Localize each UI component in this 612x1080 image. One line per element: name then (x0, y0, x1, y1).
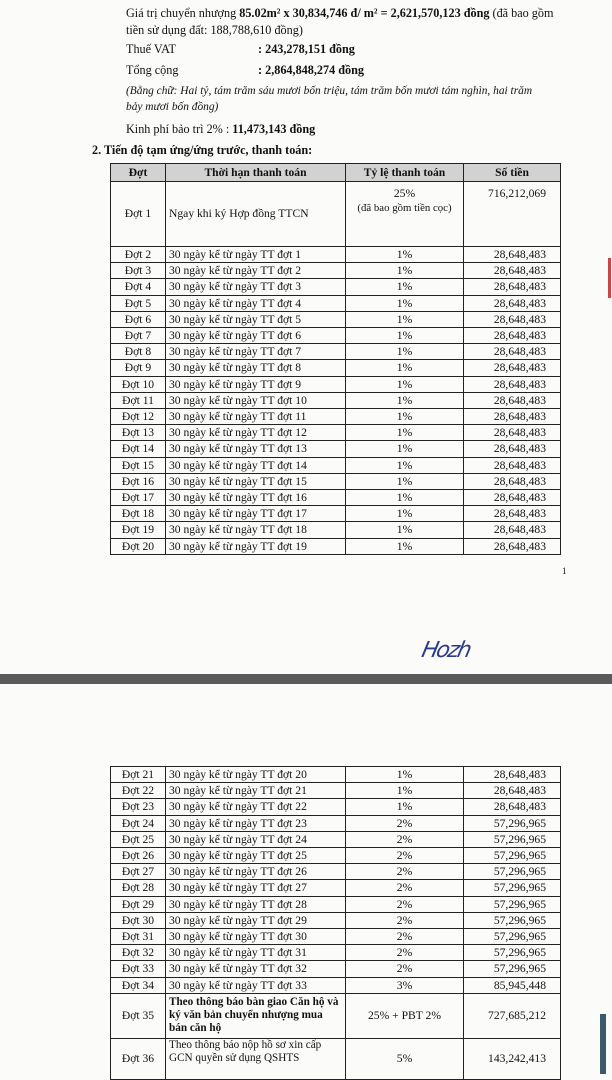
cell-rate: 1% (346, 767, 464, 783)
cell-rate: 1% (346, 409, 464, 425)
cell-rate: 2% (346, 864, 464, 880)
payment-schedule-table (110, 163, 561, 555)
maintenance-fee-value: 11,473,143 đồng (232, 122, 316, 136)
transfer-value-line (126, 6, 553, 20)
header-amount: Số tiền (464, 164, 561, 182)
cell-term: 30 ngày kể từ ngày TT đợt 21 (166, 783, 346, 799)
table-row (111, 328, 561, 344)
cell-term: 30 ngày kể từ ngày TT đợt 16 (166, 490, 346, 506)
cell-installment: Đợt 14 (111, 441, 166, 457)
cell-installment: Đợt 22 (111, 783, 166, 799)
amount-in-words-line-2: bảy mươi bốn đồng) (126, 101, 219, 113)
cell-installment: Đợt 34 (111, 977, 166, 993)
cell-amount: 28,648,483 (464, 311, 561, 327)
cell-installment: Đợt 1 (111, 182, 166, 247)
cell-amount: 28,648,483 (464, 376, 561, 392)
cell-installment: Đợt 4 (111, 279, 166, 295)
cell-installment: Đợt 20 (111, 538, 166, 554)
cell-installment: Đợt 7 (111, 328, 166, 344)
cell-rate: 1% (346, 311, 464, 327)
cell-rate: 2% (346, 945, 464, 961)
cell-rate: 1% (346, 441, 464, 457)
cell-rate: 5% (346, 1038, 464, 1079)
table-row (111, 538, 561, 554)
cell-rate: 2% (346, 880, 464, 896)
cell-amount: 28,648,483 (464, 344, 561, 360)
cell-term: 30 ngày kể từ ngày TT đợt 33 (166, 977, 346, 993)
cell-amount: 57,296,965 (464, 831, 561, 847)
cell-amount: 57,296,965 (464, 815, 561, 831)
table-row-installment-36 (111, 1038, 561, 1079)
cell-installment: Đợt 32 (111, 945, 166, 961)
cell-installment: Đợt 28 (111, 880, 166, 896)
cell-installment: Đợt 19 (111, 522, 166, 538)
cell-amount: 28,648,483 (464, 360, 561, 376)
vat-label: Thuế VAT (126, 42, 176, 56)
cell-amount: 28,648,483 (464, 441, 561, 457)
table-row (111, 376, 561, 392)
cell-installment: Đợt 21 (111, 767, 166, 783)
cell-rate-line-2: (đã bao gồm tiền cọc) (357, 202, 452, 215)
cell-term: 30 ngày kể từ ngày TT đợt 5 (166, 311, 346, 327)
cell-rate: 1% (346, 473, 464, 489)
cell-installment: Đợt 9 (111, 360, 166, 376)
cell-installment: Đợt 13 (111, 425, 166, 441)
table-row (111, 799, 561, 815)
cell-installment: Đợt 6 (111, 311, 166, 327)
cell-term: 30 ngày kể từ ngày TT đợt 9 (166, 376, 346, 392)
cell-installment: Đợt 11 (111, 392, 166, 408)
table-row (111, 457, 561, 473)
cell-installment: Đợt 25 (111, 831, 166, 847)
cell-amount: 57,296,965 (464, 848, 561, 864)
cell-installment: Đợt 5 (111, 295, 166, 311)
cell-term: 30 ngày kể từ ngày TT đợt 4 (166, 295, 346, 311)
cell-amount: 28,648,483 (464, 263, 561, 279)
cell-amount: 57,296,965 (464, 961, 561, 977)
document-page-2 (0, 684, 612, 1080)
cell-rate: 1% (346, 263, 464, 279)
cell-amount: 28,648,483 (464, 767, 561, 783)
table-row (111, 295, 561, 311)
cell-term: 30 ngày kể từ ngày TT đợt 26 (166, 864, 346, 880)
cell-term: 30 ngày kể từ ngày TT đợt 29 (166, 912, 346, 928)
cell-term: Ngay khi ký Hợp đồng TTCN (166, 182, 346, 247)
cell-term: 30 ngày kể từ ngày TT đợt 23 (166, 815, 346, 831)
page-edge-mark (608, 258, 611, 298)
cell-amount: 57,296,965 (464, 864, 561, 880)
cell-rate (346, 182, 464, 247)
cell-installment: Đợt 23 (111, 799, 166, 815)
table-row (111, 831, 561, 847)
table-row-installment-35 (111, 993, 561, 1038)
table-row (111, 522, 561, 538)
cell-amount: 57,296,965 (464, 896, 561, 912)
cell-amount: 28,648,483 (464, 457, 561, 473)
cell-rate: 1% (346, 247, 464, 263)
cell-rate: 1% (346, 376, 464, 392)
cell-installment: Đợt 24 (111, 815, 166, 831)
handwritten-initials: Hozh (419, 638, 473, 663)
table-row (111, 263, 561, 279)
cell-rate: 2% (346, 815, 464, 831)
cell-term: 30 ngày kể từ ngày TT đợt 19 (166, 538, 346, 554)
cell-term: 30 ngày kể từ ngày TT đợt 6 (166, 328, 346, 344)
cell-amount: 85,945,448 (464, 977, 561, 993)
cell-installment: Đợt 3 (111, 263, 166, 279)
cell-installment: Đợt 2 (111, 247, 166, 263)
table-row (111, 896, 561, 912)
page-edge-mark (600, 1014, 606, 1074)
cell-rate: 2% (346, 848, 464, 864)
cell-term: 30 ngày kể từ ngày TT đợt 22 (166, 799, 346, 815)
table-row (111, 473, 561, 489)
cell-term: 30 ngày kể từ ngày TT đợt 12 (166, 425, 346, 441)
cell-amount: 716,212,069 (464, 182, 561, 247)
cell-rate: 3% (346, 977, 464, 993)
header-rate: Tỷ lệ thanh toán (346, 164, 464, 182)
cell-installment: Đợt 18 (111, 506, 166, 522)
cell-installment: Đợt 27 (111, 864, 166, 880)
cell-rate: 1% (346, 506, 464, 522)
cell-term: Theo thông báo bàn giao Căn hộ và ký văn bản chuyển nhượng mua bán căn hộ (166, 993, 346, 1038)
cell-installment: Đợt 12 (111, 409, 166, 425)
cell-rate: 2% (346, 831, 464, 847)
table-row-first-installment (111, 182, 561, 247)
table-row (111, 506, 561, 522)
cell-rate: 2% (346, 929, 464, 945)
cell-installment: Đợt 16 (111, 473, 166, 489)
table-row (111, 961, 561, 977)
header-term: Thời hạn thanh toán (166, 164, 346, 182)
cell-term: 30 ngày kể từ ngày TT đợt 8 (166, 360, 346, 376)
cell-term: 30 ngày kể từ ngày TT đợt 2 (166, 263, 346, 279)
cell-amount: 28,648,483 (464, 425, 561, 441)
page-number: 1 (562, 566, 567, 576)
cell-amount: 28,648,483 (464, 247, 561, 263)
table-row (111, 848, 561, 864)
cell-rate: 25% + PBT 2% (346, 993, 464, 1038)
vat-value: : 243,278,151 đồng (258, 42, 355, 56)
cell-amount: 143,242,413 (464, 1038, 561, 1079)
header-installment: Đợt (111, 164, 166, 182)
cell-rate: 1% (346, 457, 464, 473)
cell-amount: 28,648,483 (464, 490, 561, 506)
cell-term: 30 ngày kể từ ngày TT đợt 31 (166, 945, 346, 961)
table-row (111, 425, 561, 441)
cell-rate: 1% (346, 360, 464, 376)
cell-amount: 28,648,483 (464, 328, 561, 344)
cell-amount: 57,296,965 (464, 880, 561, 896)
cell-term: 30 ngày kể từ ngày TT đợt 18 (166, 522, 346, 538)
cell-rate: 1% (346, 425, 464, 441)
cell-amount: 28,648,483 (464, 506, 561, 522)
maintenance-fee-line (126, 122, 315, 136)
table-row (111, 945, 561, 961)
land-use-fee-line: tiền sử dụng đất: 188,788,610 đồng) (126, 23, 303, 37)
cell-term: 30 ngày kể từ ngày TT đợt 15 (166, 473, 346, 489)
cell-amount: 28,648,483 (464, 783, 561, 799)
transfer-value-formula: 85.02m² x 30,834,746 đ/ m² = 2,621,570,123 đồng (239, 6, 490, 20)
cell-amount: 57,296,965 (464, 929, 561, 945)
table-row (111, 929, 561, 945)
cell-amount: 28,648,483 (464, 538, 561, 554)
cell-term: 30 ngày kể từ ngày TT đợt 28 (166, 896, 346, 912)
section-heading: 2. Tiến độ tạm ứng/ứng trước, thanh toán: (92, 143, 313, 157)
table-row (111, 279, 561, 295)
cell-rate: 1% (346, 279, 464, 295)
cell-rate: 1% (346, 295, 464, 311)
cell-rate: 1% (346, 328, 464, 344)
cell-term: 30 ngày kể từ ngày TT đợt 11 (166, 409, 346, 425)
cell-amount: 28,648,483 (464, 279, 561, 295)
total-value: : 2,864,848,274 đồng (258, 63, 364, 77)
table-row (111, 912, 561, 928)
cell-rate: 2% (346, 961, 464, 977)
cell-installment: Đợt 31 (111, 929, 166, 945)
cell-term: 30 ngày kể từ ngày TT đợt 30 (166, 929, 346, 945)
cell-installment: Đợt 30 (111, 912, 166, 928)
amount-in-words-line-1: (Bằng chữ: Hai tỷ, tám trăm sáu mươi bốn triệu, tám trăm bốn mươi tám nghìn, hai trăm (126, 85, 533, 97)
cell-term: 30 ngày kể từ ngày TT đợt 25 (166, 848, 346, 864)
cell-amount: 28,648,483 (464, 392, 561, 408)
cell-amount: 28,648,483 (464, 473, 561, 489)
table-row (111, 344, 561, 360)
cell-installment: Đợt 26 (111, 848, 166, 864)
transfer-value-note: (đã bao gồm (489, 6, 554, 20)
cell-term: 30 ngày kể từ ngày TT đợt 24 (166, 831, 346, 847)
cell-term: 30 ngày kể từ ngày TT đợt 10 (166, 392, 346, 408)
cell-rate: 1% (346, 392, 464, 408)
table-row (111, 441, 561, 457)
cell-installment: Đợt 8 (111, 344, 166, 360)
cell-installment: Đợt 36 (111, 1038, 166, 1079)
cell-term: 30 ngày kể từ ngày TT đợt 20 (166, 767, 346, 783)
cell-term: 30 ngày kể từ ngày TT đợt 14 (166, 457, 346, 473)
table-row (111, 864, 561, 880)
cell-rate: 1% (346, 522, 464, 538)
cell-term: 30 ngày kể từ ngày TT đợt 27 (166, 880, 346, 896)
cell-amount: 28,648,483 (464, 799, 561, 815)
payment-schedule-table-continued (110, 766, 561, 1080)
cell-rate: 2% (346, 912, 464, 928)
table-row (111, 815, 561, 831)
cell-term: 30 ngày kể từ ngày TT đợt 1 (166, 247, 346, 263)
table-row (111, 392, 561, 408)
table-row (111, 767, 561, 783)
cell-installment: Đợt 17 (111, 490, 166, 506)
table-row (111, 311, 561, 327)
cell-installment: Đợt 10 (111, 376, 166, 392)
cell-term: 30 ngày kể từ ngày TT đợt 7 (166, 344, 346, 360)
cell-term: 30 ngày kể từ ngày TT đợt 3 (166, 279, 346, 295)
table-row (111, 490, 561, 506)
cell-amount: 28,648,483 (464, 295, 561, 311)
cell-rate: 1% (346, 538, 464, 554)
cell-rate: 1% (346, 799, 464, 815)
cell-installment: Đợt 29 (111, 896, 166, 912)
cell-installment: Đợt 35 (111, 993, 166, 1038)
cell-rate: 1% (346, 783, 464, 799)
table-row (111, 409, 561, 425)
transfer-value-label: Giá trị chuyển nhượng (126, 6, 240, 20)
table-row (111, 977, 561, 993)
cell-term: 30 ngày kể từ ngày TT đợt 17 (166, 506, 346, 522)
cell-amount: 57,296,965 (464, 912, 561, 928)
table-header-row (111, 164, 561, 182)
table-row (111, 247, 561, 263)
table-row (111, 880, 561, 896)
maintenance-fee-label: Kinh phí bảo trì 2% : (126, 122, 233, 136)
cell-term: Theo thông báo nộp hồ sơ xin cấp GCN quyền sử dụng QSHTS (166, 1038, 346, 1079)
cell-term: 30 ngày kể từ ngày TT đợt 13 (166, 441, 346, 457)
cell-installment: Đợt 33 (111, 961, 166, 977)
cell-installment: Đợt 15 (111, 457, 166, 473)
table-row (111, 360, 561, 376)
cell-rate-line-1: 25% (393, 187, 416, 200)
table-row (111, 783, 561, 799)
cell-rate: 1% (346, 344, 464, 360)
total-label: Tổng cộng (126, 63, 179, 77)
cell-amount: 57,296,965 (464, 945, 561, 961)
cell-rate: 1% (346, 490, 464, 506)
cell-rate: 2% (346, 896, 464, 912)
cell-amount: 727,685,212 (464, 993, 561, 1038)
cell-term: 30 ngày kể từ ngày TT đợt 32 (166, 961, 346, 977)
cell-amount: 28,648,483 (464, 522, 561, 538)
cell-amount: 28,648,483 (464, 409, 561, 425)
